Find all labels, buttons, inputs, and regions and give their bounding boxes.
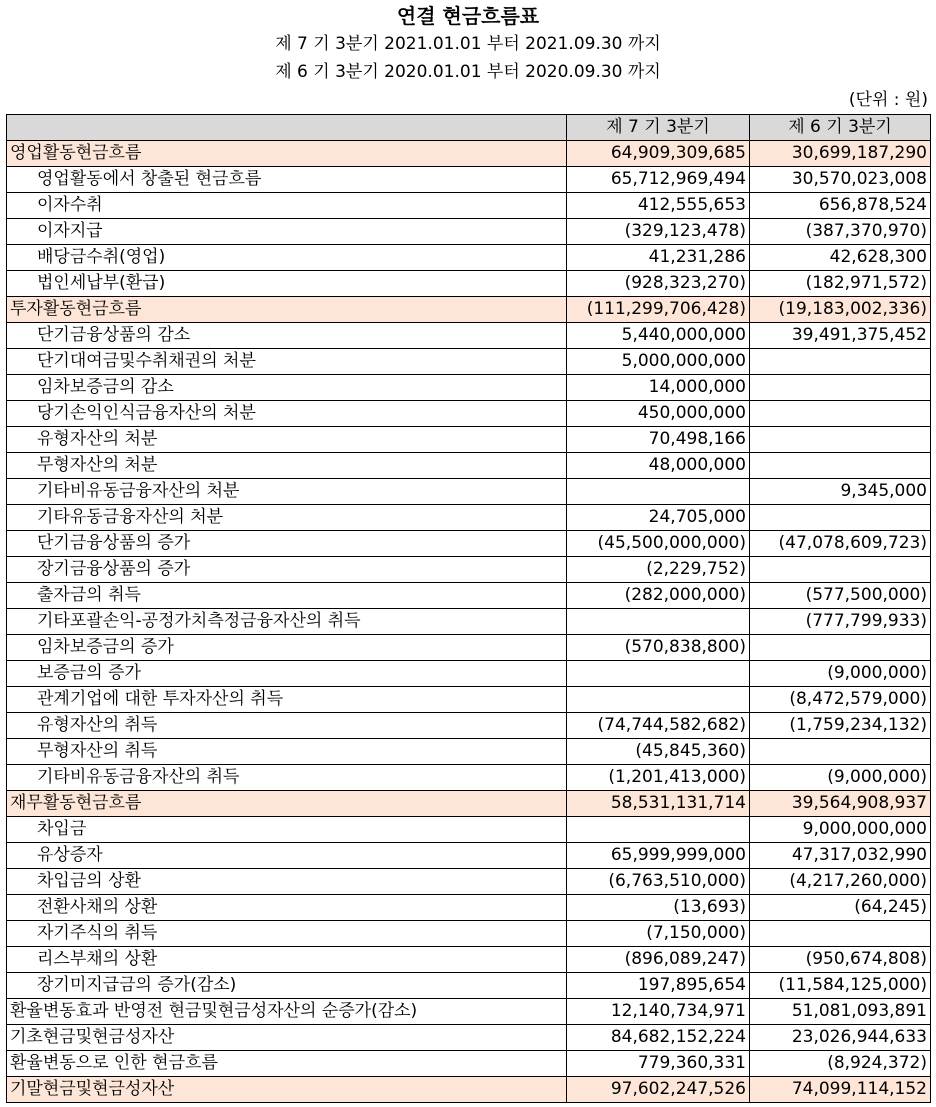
current-value: (896,089,247) bbox=[567, 947, 750, 973]
table-row bbox=[7, 505, 931, 531]
section-row bbox=[7, 791, 931, 817]
current-value: (570,838,800) bbox=[567, 635, 750, 661]
table-row bbox=[7, 1051, 931, 1077]
current-value: (282,000,000) bbox=[567, 583, 750, 609]
row-label: 장기미지급금의 증가(감소) bbox=[7, 973, 567, 999]
current-value: (1,201,413,000) bbox=[567, 765, 750, 791]
prior-value: 30,570,023,008 bbox=[750, 167, 931, 193]
prior-value: 23,026,944,633 bbox=[750, 1025, 931, 1051]
row-label: 전환사채의 상환 bbox=[7, 895, 567, 921]
current-value bbox=[567, 687, 750, 713]
row-label: 리스부채의 상환 bbox=[7, 947, 567, 973]
table-row bbox=[7, 947, 931, 973]
prior-value: (8,472,579,000) bbox=[750, 687, 931, 713]
current-value: (329,123,478) bbox=[567, 219, 750, 245]
row-label: 기타비유동금융자산의 처분 bbox=[7, 479, 567, 505]
prior-value: (577,500,000) bbox=[750, 583, 931, 609]
row-label: 임차보증금의 증가 bbox=[7, 635, 567, 661]
current-value: (111,299,706,428) bbox=[567, 297, 750, 323]
current-value: (928,323,270) bbox=[567, 271, 750, 297]
current-value bbox=[567, 479, 750, 505]
current-value: (74,744,582,682) bbox=[567, 713, 750, 739]
table-row bbox=[7, 583, 931, 609]
table-row bbox=[7, 557, 931, 583]
row-label: 이자지급 bbox=[7, 219, 567, 245]
table-row bbox=[7, 817, 931, 843]
prior-value bbox=[750, 505, 931, 531]
row-label: 장기금융상품의 증가 bbox=[7, 557, 567, 583]
current-value: 24,705,000 bbox=[567, 505, 750, 531]
table-header-row bbox=[7, 115, 931, 141]
prior-value: 42,628,300 bbox=[750, 245, 931, 271]
row-label: 보증금의 증가 bbox=[7, 661, 567, 687]
table-row bbox=[7, 713, 931, 739]
table-row bbox=[7, 661, 931, 687]
prior-value: 39,564,908,937 bbox=[750, 791, 931, 817]
row-label: 기타포괄손익-공정가치측정금융자산의 취득 bbox=[7, 609, 567, 635]
prior-value bbox=[750, 401, 931, 427]
table-row bbox=[7, 895, 931, 921]
prior-value: 30,699,187,290 bbox=[750, 141, 931, 167]
table-row bbox=[7, 973, 931, 999]
prior-value bbox=[750, 453, 931, 479]
table-row bbox=[7, 843, 931, 869]
row-label: 출자금의 취득 bbox=[7, 583, 567, 609]
current-value: (45,500,000,000) bbox=[567, 531, 750, 557]
table-row bbox=[7, 739, 931, 765]
current-value: 779,360,331 bbox=[567, 1051, 750, 1077]
row-label: 당기손익인식금융자산의 처분 bbox=[7, 401, 567, 427]
row-label: 단기대여금및수취채권의 처분 bbox=[7, 349, 567, 375]
prior-value: (1,759,234,132) bbox=[750, 713, 931, 739]
current-value: 412,555,653 bbox=[567, 193, 750, 219]
prior-value bbox=[750, 557, 931, 583]
current-value: 41,231,286 bbox=[567, 245, 750, 271]
prior-value: 51,081,093,891 bbox=[750, 999, 931, 1025]
row-label: 기말현금및현금성자산 bbox=[7, 1077, 567, 1103]
header-label bbox=[7, 115, 567, 141]
row-label: 기초현금및현금성자산 bbox=[7, 1025, 567, 1051]
row-label: 자기주식의 취득 bbox=[7, 921, 567, 947]
current-value: (45,845,360) bbox=[567, 739, 750, 765]
current-value: 65,999,999,000 bbox=[567, 843, 750, 869]
current-value: 97,602,247,526 bbox=[567, 1077, 750, 1103]
table-row bbox=[7, 869, 931, 895]
prior-value: (777,799,933) bbox=[750, 609, 931, 635]
row-label: 환율변동효과 반영전 현금및현금성자산의 순증가(감소) bbox=[7, 999, 567, 1025]
unit-label: (단위 : 원) bbox=[848, 90, 928, 110]
current-value: 58,531,131,714 bbox=[567, 791, 750, 817]
table-row bbox=[7, 219, 931, 245]
prior-value: 74,099,114,152 bbox=[750, 1077, 931, 1103]
current-value: 12,140,734,971 bbox=[567, 999, 750, 1025]
table-row bbox=[7, 1025, 931, 1051]
prior-value: 656,878,524 bbox=[750, 193, 931, 219]
prior-value bbox=[750, 921, 931, 947]
current-value: 65,712,969,494 bbox=[567, 167, 750, 193]
section-row bbox=[7, 1077, 931, 1103]
table-row bbox=[7, 609, 931, 635]
period-prior: 제 6 기 3분기 2020.01.01 부터 2020.09.30 까지 bbox=[275, 62, 661, 82]
prior-value: (387,370,970) bbox=[750, 219, 931, 245]
prior-value: (9,000,000) bbox=[750, 661, 931, 687]
prior-value: (11,584,125,000) bbox=[750, 973, 931, 999]
table-row bbox=[7, 271, 931, 297]
prior-value: (19,183,002,336) bbox=[750, 297, 931, 323]
row-label: 단기금융상품의 증가 bbox=[7, 531, 567, 557]
current-value: 14,000,000 bbox=[567, 375, 750, 401]
row-label: 관계기업에 대한 투자자산의 취득 bbox=[7, 687, 567, 713]
table-row bbox=[7, 999, 931, 1025]
current-value: 450,000,000 bbox=[567, 401, 750, 427]
statement-title: 연결 현금흐름표 bbox=[396, 4, 540, 28]
row-label: 기타유동금융자산의 처분 bbox=[7, 505, 567, 531]
prior-value: (47,078,609,723) bbox=[750, 531, 931, 557]
row-label: 법인세납부(환급) bbox=[7, 271, 567, 297]
row-label: 환율변동으로 인한 현금흐름 bbox=[7, 1051, 567, 1077]
row-label: 영업활동현금흐름 bbox=[7, 141, 567, 167]
table-row bbox=[7, 765, 931, 791]
row-label: 유형자산의 취득 bbox=[7, 713, 567, 739]
prior-value bbox=[750, 635, 931, 661]
current-value: 5,440,000,000 bbox=[567, 323, 750, 349]
cash-flow-table bbox=[6, 114, 931, 1103]
row-label: 영업활동에서 창출된 현금흐름 bbox=[7, 167, 567, 193]
table-row bbox=[7, 479, 931, 505]
prior-value bbox=[750, 375, 931, 401]
row-label: 단기금융상품의 감소 bbox=[7, 323, 567, 349]
row-label: 배당금수취(영업) bbox=[7, 245, 567, 271]
table-row bbox=[7, 323, 931, 349]
row-label: 임차보증금의 감소 bbox=[7, 375, 567, 401]
prior-value bbox=[750, 349, 931, 375]
prior-value bbox=[750, 427, 931, 453]
current-value: 48,000,000 bbox=[567, 453, 750, 479]
current-value: (6,763,510,000) bbox=[567, 869, 750, 895]
table-row bbox=[7, 401, 931, 427]
row-label: 투자활동현금흐름 bbox=[7, 297, 567, 323]
prior-value: 9,345,000 bbox=[750, 479, 931, 505]
table-row bbox=[7, 687, 931, 713]
row-label: 유상증자 bbox=[7, 843, 567, 869]
current-value bbox=[567, 661, 750, 687]
table-row bbox=[7, 193, 931, 219]
row-label: 무형자산의 처분 bbox=[7, 453, 567, 479]
table-row bbox=[7, 453, 931, 479]
row-label: 이자수취 bbox=[7, 193, 567, 219]
table-row bbox=[7, 245, 931, 271]
row-label: 무형자산의 취득 bbox=[7, 739, 567, 765]
table-row bbox=[7, 375, 931, 401]
prior-value: (950,674,808) bbox=[750, 947, 931, 973]
current-value bbox=[567, 609, 750, 635]
table-row bbox=[7, 635, 931, 661]
table-row bbox=[7, 921, 931, 947]
current-value: 84,682,152,224 bbox=[567, 1025, 750, 1051]
current-value: (2,229,752) bbox=[567, 557, 750, 583]
row-label: 재무활동현금흐름 bbox=[7, 791, 567, 817]
table-row bbox=[7, 427, 931, 453]
current-value: 5,000,000,000 bbox=[567, 349, 750, 375]
current-value: (7,150,000) bbox=[567, 921, 750, 947]
prior-value: 47,317,032,990 bbox=[750, 843, 931, 869]
prior-value: (4,217,260,000) bbox=[750, 869, 931, 895]
table-row bbox=[7, 531, 931, 557]
row-label: 기타비유동금융자산의 취득 bbox=[7, 765, 567, 791]
table-row bbox=[7, 167, 931, 193]
current-value: 70,498,166 bbox=[567, 427, 750, 453]
current-value bbox=[567, 817, 750, 843]
current-value: 64,909,309,685 bbox=[567, 141, 750, 167]
row-label: 차입금의 상환 bbox=[7, 869, 567, 895]
period-current: 제 7 기 3분기 2021.01.01 부터 2021.09.30 까지 bbox=[275, 34, 661, 54]
prior-value: 39,491,375,452 bbox=[750, 323, 931, 349]
row-label: 차입금 bbox=[7, 817, 567, 843]
header-current-period: 제 7 기 3분기 bbox=[567, 115, 750, 141]
table-row bbox=[7, 349, 931, 375]
prior-value bbox=[750, 739, 931, 765]
current-value: 197,895,654 bbox=[567, 973, 750, 999]
section-row bbox=[7, 141, 931, 167]
prior-value: (8,924,372) bbox=[750, 1051, 931, 1077]
prior-value: (9,000,000) bbox=[750, 765, 931, 791]
prior-value: (64,245) bbox=[750, 895, 931, 921]
prior-value: 9,000,000,000 bbox=[750, 817, 931, 843]
current-value: (13,693) bbox=[567, 895, 750, 921]
header-prior-period: 제 6 기 3분기 bbox=[750, 115, 931, 141]
row-label: 유형자산의 처분 bbox=[7, 427, 567, 453]
prior-value: (182,971,572) bbox=[750, 271, 931, 297]
section-row bbox=[7, 297, 931, 323]
